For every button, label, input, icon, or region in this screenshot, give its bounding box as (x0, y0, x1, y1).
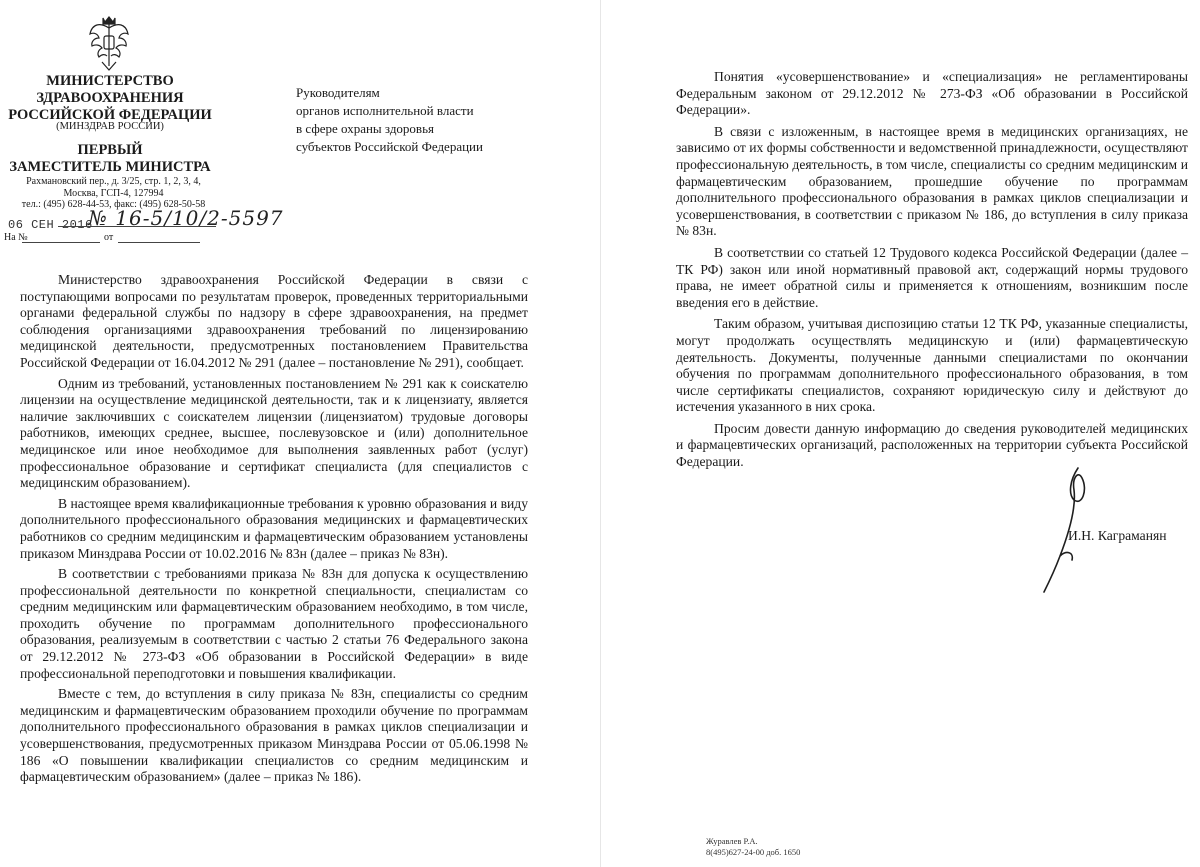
paragraph: В соответствии с требованиями приказа № 83н для допуска к осуществлению профессиональной деятельности по конкретной специальности, специалистам со средним медицинским или фармацевтическим образованием необходимо, в том числе, проходить обучение по программам дополнительного профессионального образования, реализуемым в соответствии с частью 2 статьи 76 Федерального закона от 29.12.2012 № 273-ФЗ «Об образовании в Российской Федерации» в виде профессиональной переподготовки и повышения квалификации. (20, 566, 528, 681)
stamp-date: 06 СЕН 2016 (8, 218, 93, 232)
paragraph: Одним из требований, установленных постановлением № 291 как к соискателю лицензии на осуществление медицинской деятельности, так и к лицензиату, является наличие заключивших с соискателем лицензии (лицензиатом) трудовые договоры работников, имеющих среднее, высшее, послевузовское и (или) дополнительное медицинское или иное необходимое для выполнения заявленных работ (услуг) профессиональное образование и сертификат специалиста (для специалистов с медицинским образованием). (20, 375, 528, 491)
paragraph: В связи с изложенным, в настоящее время в медицинских организациях, не зависимо от их формы собственности и ведомственной принадлежности, осуществляют профессиональную деятельность, в том числе, специалисты со средним медицинским и фармацевтическим образованием, прошедшие обучение по программам дополнительного профессионального образования в рамках циклов специализации и усовершенствования, в соответствии с приказом № 186, до вступления в силу приказа № 83н. (676, 123, 1188, 239)
paragraph: Министерство здравоохранения Российской Федерации в связи с поступающими вопросами по результатам проверок, проведенных территориальными органами федеральной службы по надзору в сфере здравоохранения, на предмет соблюдения организациями здравоохранения требований по лицензированию медицинской деятельности, предусмотренных постановлением Правительства Российской Федерации от 16.04.2012 № 291 (далее – постановление № 291), сообщает. (20, 272, 528, 370)
coat-of-arms-icon (86, 14, 132, 72)
paragraph: Просим довести данную информацию до сведения руководителей медицинских и фармацевтических организаций, расположенных на территории субъекта Российской Федерации. (676, 420, 1188, 470)
number-underline (58, 226, 216, 227)
paragraph: В соответствии со статьей 12 Трудового кодекса Российской Федерации (далее – ТК РФ) закон или иной нормативный правовой акт, содержащий нормы трудового права, не имеет обратной силы и применяется к отношениям, возникшим после введения его в действие. (676, 244, 1188, 310)
paragraph: Таким образом, учитывая диспозицию статьи 12 ТК РФ, указанные специалисты, могут продолжать осуществлять медицинскую и (или) фармацевтическую деятельность. Документы, полученные данными специалистами по окончании обучения по программам дополнительного профессионального образования, в том числе сертификаты специалистов, сохраняют юридическую силу и действуют до истечения указанного в них срока. (676, 316, 1188, 415)
letter-body-right (676, 69, 1188, 476)
paragraph: Вместе с тем, до вступления в силу приказа № 83н, специалисты со средним медицинским и фармацевтическим образованием проходили обучение по программам дополнительного профессионального образования в рамках циклов специализации и усовершенствования, предусмотренных приказом Минздрава России от 05.06.1998 № 186 «О повышении квалификации специалистов со средним медицинским и фармацевтическим образованием» (далее – приказ № 186). (20, 686, 528, 785)
reply-to-label: На № (4, 232, 28, 243)
from-line (118, 242, 200, 243)
paragraph: В настоящее время квалификационные требования к уровню образования и виду дополнительного профессионального образования медицинских и фармацевтических работников со средним медицинским и фармацевтическим образованием установлены приказом Минздрава России от 10.02.2016 № 83н (далее – приказ № 83н). (20, 495, 528, 561)
executor-info: Журавлев Р.А. 8(495)627-24-00 доб. 1650 (706, 836, 801, 857)
from-label: от (104, 232, 114, 243)
letter-body-left (20, 272, 528, 790)
signatory-name: И.Н. Каграманян (1068, 528, 1167, 543)
document-number: № 16-5/10/2-5597 (88, 206, 284, 230)
ministry-abbreviation: (МИНЗДРАВ РОССИИ) (56, 121, 164, 132)
ministry-address: Рахмановский пер., д. 3/25, стр. 1, 2, 3, 4, Москва, ГСП-4, 127994 тел.: (495) 628-44-53, факс: (495) 628-50-58 (21, 176, 206, 210)
addressee-block: Руководителям органов исполнительной власти в сфере охраны здоровья субъектов Российской Федерации (296, 85, 483, 154)
signatory-position: ПЕРВЫЙ ЗАМЕСТИТЕЛЬ МИНИСТРА (9, 142, 211, 175)
ministry-name: МИНИСТЕРСТВО ЗДРАВООХРАНЕНИЯ РОССИЙСКОЙ ФЕДЕРАЦИИ (8, 73, 212, 123)
paragraph: Понятия «усовершенствование» и «специализация» не регламентированы Федеральным законом от 29.12.2012 № 273-ФЗ «Об образовании в Российской Федерации». (676, 69, 1188, 118)
reply-to-line (22, 242, 100, 243)
